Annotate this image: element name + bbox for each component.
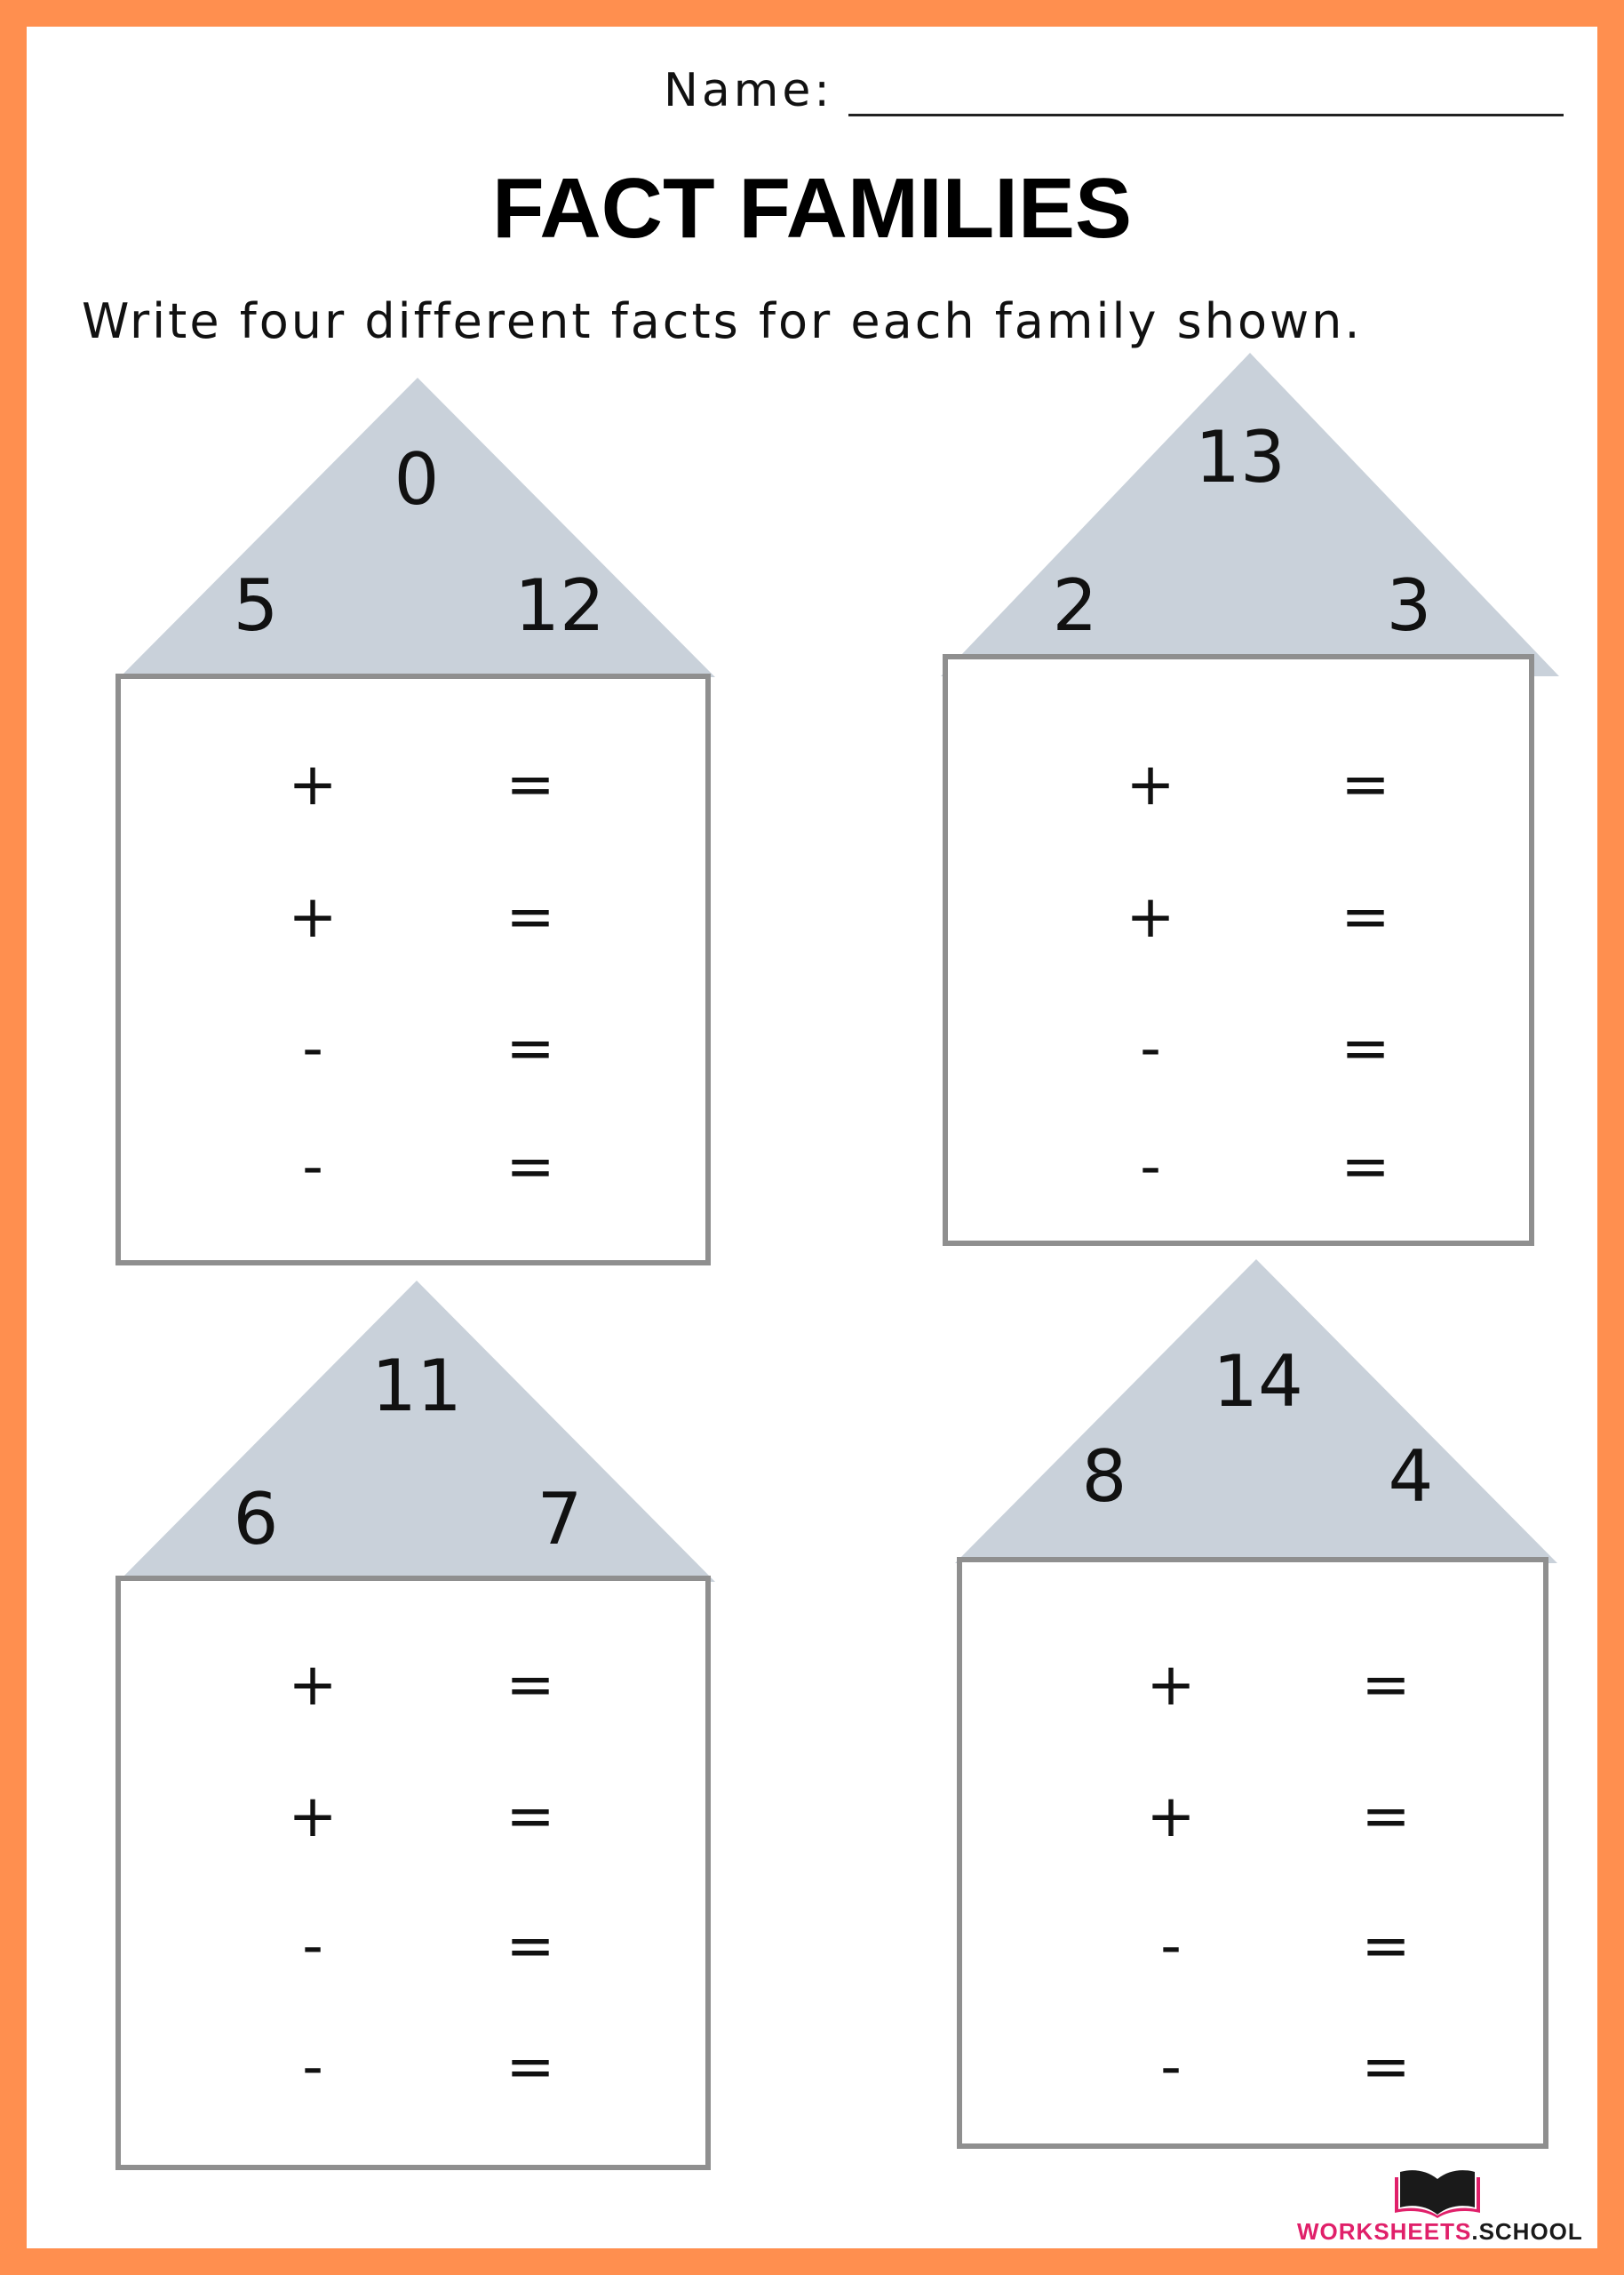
instructions: Write four different facts for each family shown. [82,293,1363,349]
answer-box[interactable] [115,674,711,1265]
answer-box[interactable] [943,654,1534,1246]
worksheet-page [27,27,1597,2248]
operator-sign: + [288,1650,338,1719]
equals-sign: = [1361,1782,1411,1850]
equals-sign: = [506,750,555,818]
family-left-number: 6 [233,1478,279,1561]
family-right-number: 3 [1386,564,1432,647]
operator-sign: + [288,882,338,951]
operator-sign: - [1160,2032,1182,2101]
family-top-number: 14 [1213,1340,1303,1423]
equals-sign: = [1341,750,1390,818]
operator-sign: + [1126,882,1175,951]
house-roof [118,1281,715,1582]
family-right-number: 12 [514,564,605,647]
operator-sign: + [288,1782,338,1850]
equals-sign: = [1341,882,1390,951]
family-top-number: 11 [371,1345,462,1427]
family-left-number: 5 [233,564,279,647]
equals-sign: = [506,882,555,951]
operator-sign: + [288,750,338,818]
operator-sign: - [302,1132,323,1201]
equals-sign: = [506,1132,555,1201]
operator-sign: + [1126,750,1175,818]
family-top-number: 13 [1195,416,1286,499]
equals-sign: = [1361,2032,1411,2101]
page-title: FACT FAMILIES [492,161,1132,256]
name-label: Name: [664,64,833,117]
equals-sign: = [1341,1014,1390,1082]
logo-text: WORKSHEETS.SCHOOL [1297,2218,1583,2245]
operator-sign: + [1146,1650,1196,1719]
family-right-number: 7 [537,1478,583,1561]
house-roof [941,353,1559,676]
family-left-number: 8 [1081,1435,1127,1518]
equals-sign: = [506,1650,555,1719]
equals-sign: = [506,1014,555,1082]
operator-sign: - [1140,1014,1161,1082]
operator-sign: - [302,1912,323,1980]
name-input-line[interactable] [848,114,1564,116]
worksheets-school-logo [1297,2167,1583,2245]
equals-sign: = [1361,1912,1411,1980]
house-roof [120,378,715,677]
equals-sign: = [1341,1132,1390,1201]
equals-sign: = [1361,1650,1411,1719]
answer-box[interactable] [115,1576,711,2170]
operator-sign: + [1146,1782,1196,1850]
family-right-number: 4 [1388,1435,1434,1518]
open-book-icon [1393,2167,1482,2218]
family-left-number: 2 [1052,564,1098,647]
family-top-number: 0 [394,438,440,521]
operator-sign: - [1140,1132,1161,1201]
answer-box[interactable] [957,1557,1548,2149]
equals-sign: = [506,2032,555,2101]
operator-sign: - [1160,1912,1182,1980]
equals-sign: = [506,1912,555,1980]
operator-sign: - [302,2032,323,2101]
equals-sign: = [506,1782,555,1850]
operator-sign: - [302,1014,323,1082]
